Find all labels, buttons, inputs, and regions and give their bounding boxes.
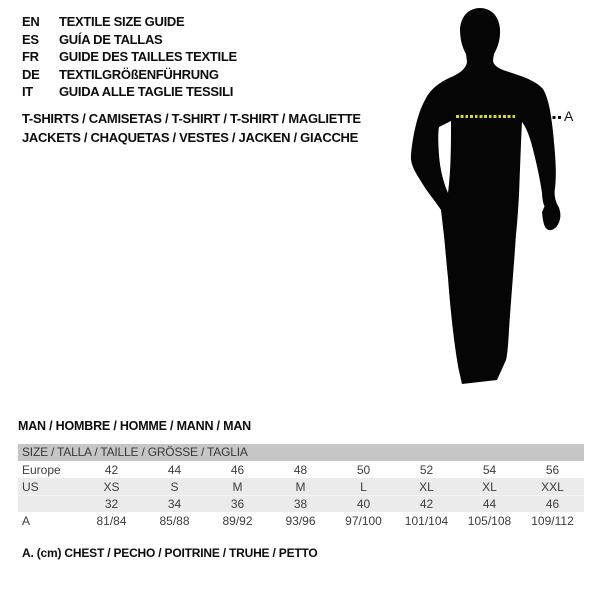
chest-measure-dash-line: [456, 115, 517, 118]
table-row-uk: [18, 495, 584, 512]
size-cell: 85/88: [159, 513, 190, 528]
row-label: Europe: [22, 462, 61, 477]
size-cell: 54: [482, 462, 497, 477]
size-cell: 56: [545, 462, 560, 477]
table-row-europe: [18, 461, 584, 478]
language-code: EN: [22, 14, 40, 29]
size-cell: XXL: [541, 479, 564, 494]
table-row-us: [18, 478, 584, 495]
language-code: ES: [22, 31, 39, 47]
language-code: FR: [22, 49, 39, 64]
size-cell: 101/104: [404, 513, 449, 528]
size-cell: 48: [293, 462, 308, 477]
table-row-chest-a: [18, 512, 584, 529]
size-cell: 36: [230, 497, 245, 511]
section-title-man: MAN / HOMBRE / HOMME / MANN / MAN: [18, 419, 251, 433]
size-table: [18, 444, 584, 529]
size-cell: 44: [482, 497, 497, 511]
size-table-header: SIZE / TALLA / TAILLE / GRÖSSE / TAGLIA: [18, 444, 584, 461]
size-cell: 52: [419, 462, 434, 477]
language-title: TEXTILGRÖßENFÜHRUNG: [59, 66, 219, 82]
size-cell: 109/112: [531, 513, 574, 528]
row-label: A: [22, 513, 31, 528]
chest-measure-leader-line: [547, 116, 561, 119]
footnote-chest-measure: A. (cm) CHEST / PECHO / POITRINE / TRUHE / PETTO: [22, 546, 318, 560]
size-cell: M: [232, 479, 243, 494]
size-cell: 46: [545, 497, 560, 511]
language-code: DE: [22, 66, 40, 82]
size-cell: 105/108: [467, 513, 512, 528]
measure-label-a: A: [564, 108, 574, 124]
size-cell: XL: [482, 479, 497, 494]
size-cell: 81/84: [96, 513, 127, 528]
size-cell: XL: [419, 479, 434, 494]
size-cell: 97/100: [345, 513, 382, 528]
language-title: GUÍA DE TALLAS: [59, 31, 163, 47]
size-cell: S: [170, 479, 179, 494]
language-title: TEXTILE SIZE GUIDE: [59, 14, 185, 29]
size-cell: 42: [104, 462, 119, 477]
row-label: US: [22, 479, 39, 494]
size-cell: 44: [167, 462, 182, 477]
size-cell: 40: [356, 497, 371, 511]
size-cell: 32: [104, 497, 119, 511]
size-cell: 89/92: [222, 513, 253, 528]
category-jackets: JACKETS / CHAQUETAS / VESTES / JACKEN / GIACCHE: [22, 130, 358, 145]
language-code: IT: [22, 84, 33, 99]
size-cell: L: [360, 479, 367, 494]
size-cell: 42: [419, 497, 434, 511]
size-cell: 38: [293, 497, 308, 511]
language-title: GUIDA ALLE TAGLIE TESSILI: [59, 84, 234, 99]
size-cell: 50: [356, 462, 371, 477]
size-cell: 46: [230, 462, 245, 477]
size-cell: M: [295, 479, 306, 494]
size-cell: XS: [103, 479, 120, 494]
size-cell: 34: [167, 497, 182, 511]
language-title: GUIDE DES TAILLES TEXTILE: [59, 49, 237, 64]
category-tshirts: T-SHIRTS / CAMISETAS / T-SHIRT / T-SHIRT / MAGLIETTE: [22, 111, 361, 126]
size-cell: 93/96: [285, 513, 316, 528]
